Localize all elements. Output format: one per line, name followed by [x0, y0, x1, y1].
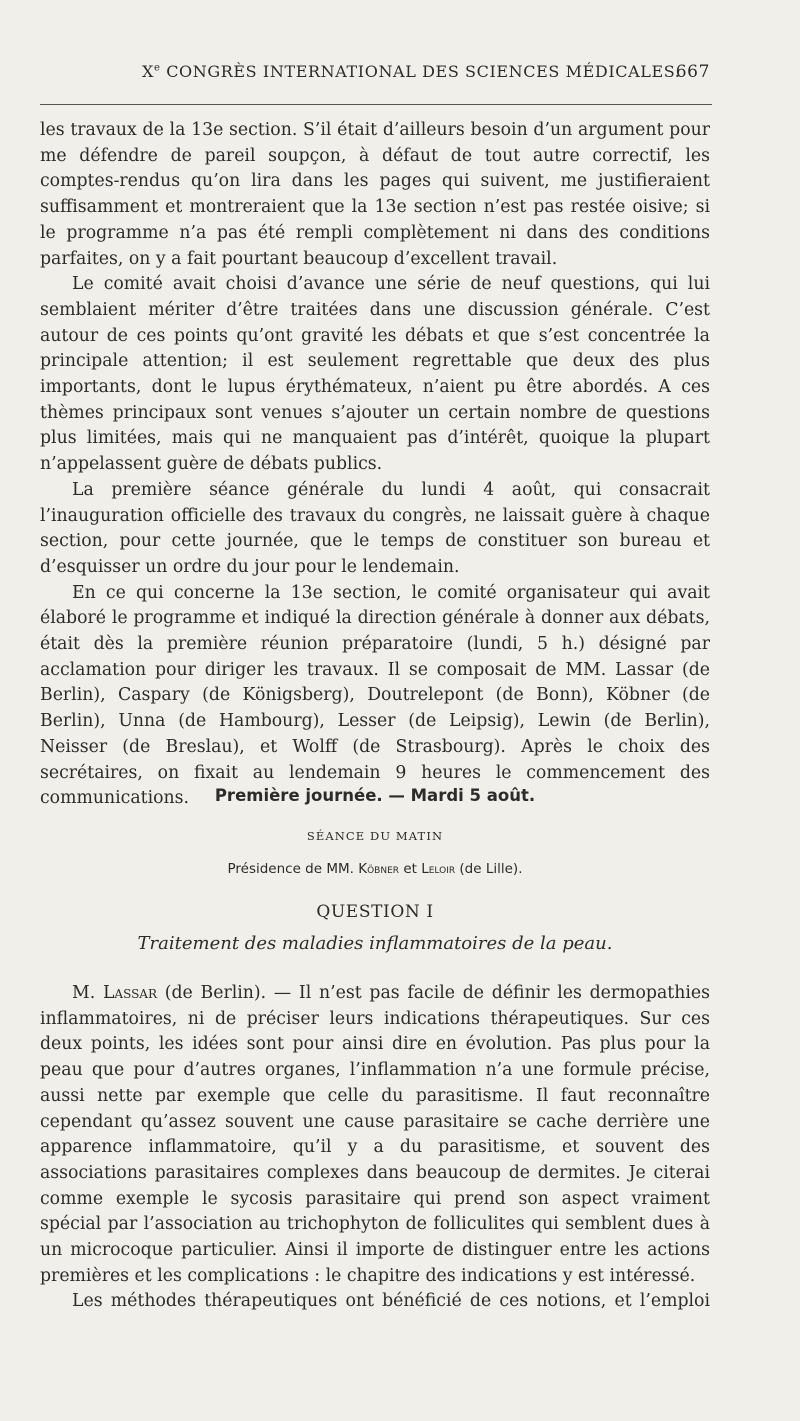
congress-title: CONGRÈS INTERNATIONAL DES SCIENCES MÉDICALES. [166, 62, 681, 81]
speaker-name: Lassar [102, 983, 158, 1003]
ordinal-superscript: e [154, 62, 161, 74]
header-rule [40, 104, 712, 105]
paragraph-continuation: les travaux de la 13e section. S’il était d’ailleurs besoin d’un argument pour me défendre de pareil soupçon, à défaut de tout autre correctif, les comptes-rendus qu’on lira dans les pages qui suivent, me justifieraient suffisamment et montreraient que la 13e section n’est pas restée oisive; si le programme n’a pas été rempli complètement ni dans des conditions parfaites, on y a fait pourtant beaucoup d’excellent travail. [40, 120, 710, 269]
paragraph: Les méthodes thérapeutiques ont bénéficié de ces notions, et l’emploi [72, 1291, 710, 1312]
presidence-line: Présidence de MM. Köbner et Leloir (de Lille). [227, 861, 523, 877]
lassar-paragraph: M. Lassar (de Berlin). — Il n’est pas facile de définir les dermopathies inflammatoires, ni de préciser leurs indications thérapeutiques. Sur ces deux points, les idées sont pour ainsi dire en évolution. Pas plus pour la peau que pour d’autres organes, l’inflammation n’a une formule précise, aussi nette par exemple que celle du parasitisme. Il faut reconnaître cependant qu’assez souvent une cause parasitaire se cache derrière une apparence inflammatoire, qu’il y a du parasitisme, et souvent des associations parasitaires complexes dans beaucoup de dermites. Je citerai comme exemple le sycosis parasitaire qui prend son aspect vraiment spécial par l’association au trichophyton de folliculites qui semblent dues à un microcoque particulier. Ainsi il importe de distinguer entre les actions premières et les complications : le chapitre des indications y est intéressé. [40, 983, 710, 1286]
speech-text: Il n’est pas facile de définir les dermopathies inflammatoires, ni de préciser leurs indications thérapeutiques. Sur ces deux points, les idées sont pour ainsi dire en évolution. Pas plus pour la peau que pour d’autres organes, l’inflammation n’a une formule précise, aussi nette par exemple que celle du parasitisme. Il faut reconnaître cependant qu’assez souvent une cause parasitaire se cache derrière une apparence inflammatoire, qu’il y a du parasitisme, et souvent des associations parasitaires complexes dans beaucoup de dermites. Je citerai comme exemple le sycosis parasitaire qui prend son aspect vraiment spécial par l’association au trichophyton de folliculites qui semblent dues à un microcoque particulier. Ainsi il importe de distinguer entre les actions premières et les complications : le chapitre des indications y est intéressé. [40, 983, 710, 1286]
question-title: Traitement des maladies inflammatoires de la peau. [137, 933, 613, 954]
day-heading: Première journée. — Mardi 5 août. [214, 786, 536, 805]
body-text [40, 118, 710, 812]
paragraph: La première séance générale du lundi 4 août, qui consacrait l’inauguration officielle des travaux du congrès, ne laissait guère à chaque section, pour cette journée, que le temps de constituer son bureau et d’esquisser un ordre du jour pour le lendemain. [40, 479, 710, 577]
president-leloir: Leloir [421, 861, 456, 877]
seance-heading: SÉANCE DU MATIN [306, 829, 444, 843]
ordinal: X [142, 62, 154, 81]
president-koebner: Köbner [358, 861, 400, 877]
paragraph: En ce qui concerne la 13e section, le comité organisateur qui avait élaboré le programme et indiqué la direction générale à donner aux débats, était dès la première réunion préparatoire (lundi, 5 h.) désigné par acclamation pour diriger les travaux. Il se composait de MM. Lassar (de Berlin), Caspary (de Königsberg), Doutrelepont (de Bonn), Köbner (de Berlin), Unna (de Hambourg), Lesser (de Leipsig), Lewin (de Berlin), Neisser (de Breslau), et Wolff (de Strasbourg). Après le choix des secrétaires, on fixait au lendemain 9 heures le commencement des communications. [40, 582, 710, 809]
page-number: 667 [675, 62, 710, 82]
running-header [62, 62, 712, 88]
paragraph: Le comité avait choisi d’avance une série de neuf questions, qui lui semblaient mériter d’être traitées dans une discussion générale. C’est autour de ces points qu’ont gravité les débats et que s’est concentrée la principale attention; il est seulement regrettable que deux des plus importants, dont le lupus érythémateux, n’aient pu être abordés. A ces thèmes principaux sont venues s’ajouter un certain nombre de questions plus limitées, mais qui ne manquaient pas d’intérêt, quoique la plupart n’appelassent guère de débats publics. [40, 274, 710, 475]
running-title [142, 62, 680, 81]
question-heading: QUESTION I [316, 902, 434, 922]
lassar-section [40, 981, 710, 1315]
